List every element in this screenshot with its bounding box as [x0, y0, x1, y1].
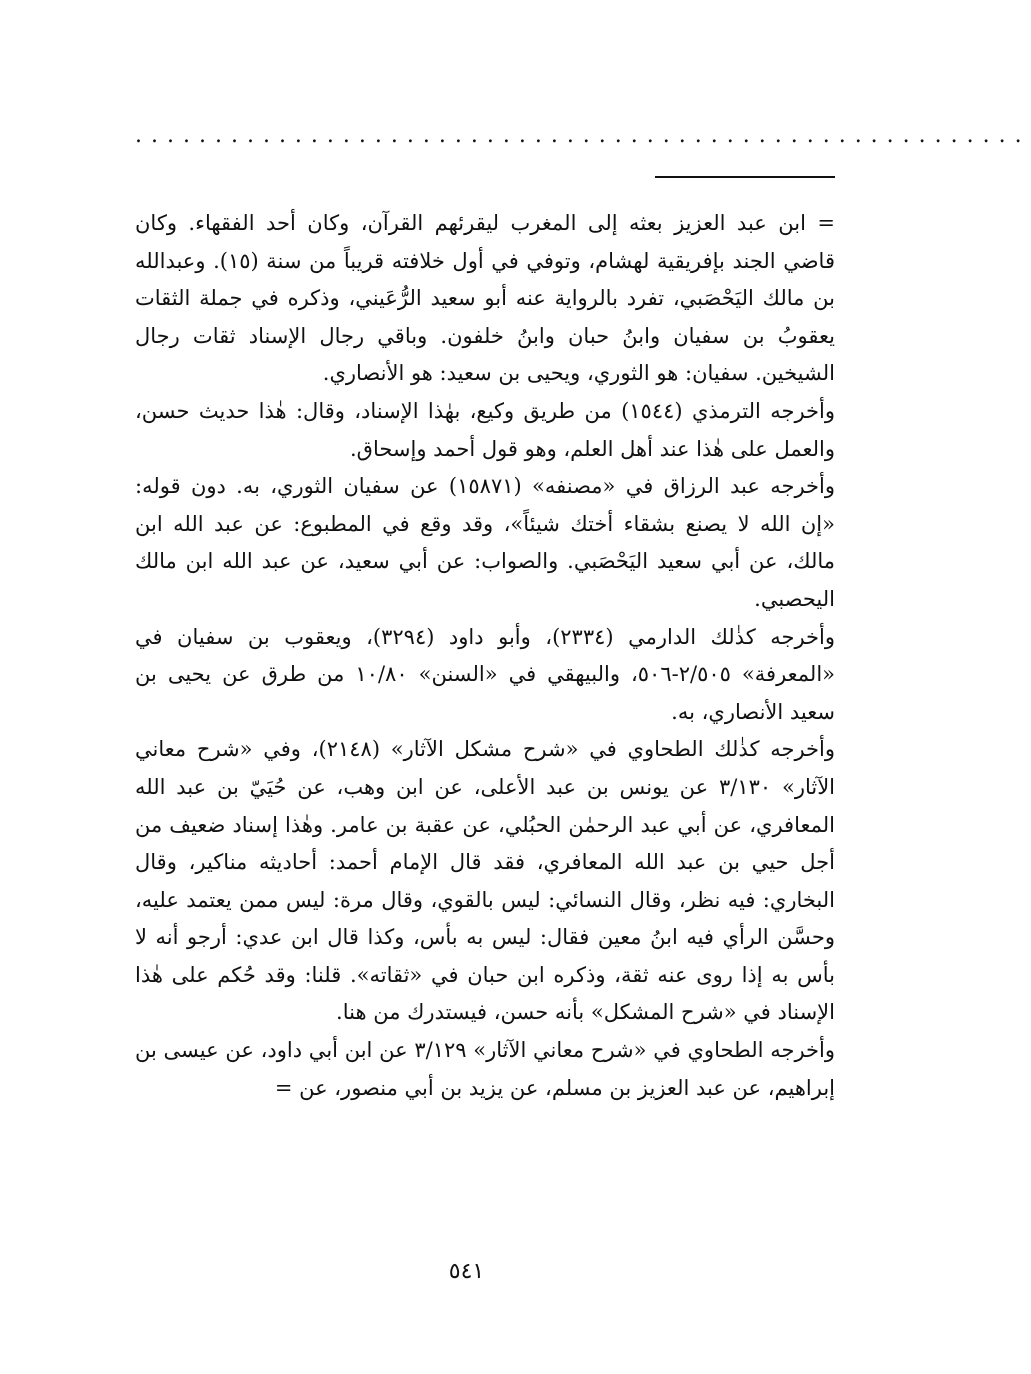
footnote-body — [135, 205, 835, 1107]
footnote-rule — [655, 176, 835, 178]
paragraph: وأخرجه الترمذي (١٥٤٤) من طريق وكيع، بهٰذا الإسناد، وقال: هٰذا حديث حسن، والعمل على هٰذا عند أهل العلم، وهو قول أحمد وإسحاق. — [135, 398, 835, 461]
paragraph: = ابن عبد العزيز بعثه إلى المغرب ليقرئهم القرآن، وكان أحد الفقهاء. وكان قاضي الجند بإفريقية لهشام، وتوفي في أول خلافته قريباً من سنة (١٥). وعبدالله بن مالك اليَحْصَبي، تفرد بالرواية عنه أبو سعيد الرُّعَيني، وذكره في جملة الثقات يعقوبُ بن سفيان وابنُ حبان وابنُ خلفون. وباقي رجال الإسناد ثقات رجال الشيخين. سفيان: هو الثوري، ويحيى بن سعيد: هو الأنصاري. — [135, 211, 835, 386]
paragraph: وأخرجه كذٰلك الدارمي (٢٣٣٤)، وأبو داود (٣٢٩٤)، ويعقوب بن سفيان في «المعرفة» ٢/٥٠٥-٥٠٦، والبيهقي في «السنن» ١٠/٨٠ من طرق عن يحيى بن سعيد الأنصاري، به. — [135, 624, 836, 724]
separator-dots: ........................................................ — [135, 123, 1031, 148]
paragraph: وأخرجه كذٰلك الطحاوي في «شرح مشكل الآثار» (٢١٤٨)، وفي «شرح معاني الآثار» ٣/١٣٠ عن يونس بن عبد الأعلى، عن ابن وهب، عن حُيَيّ بن عبد الله المعافري، عن أبي عبد الرحمٰن الحبُلي، عن عقبة بن عامر. وهٰذا إسناد ضعيف من أجل حيي بن عبد الله المعافري، فقد قال الإمام أحمد: أحاديثه مناكير، وقال البخاري: فيه نظر، وقال النسائي: ليس بالقوي، وقال مرة: ليس ممن يعتمد عليه، وحسَّن الرأي فيه ابنُ معين فقال: ليس به بأس، وكذا قال ابن عدي: أرجو أنه لا بأس به إذا روى عنه ثقة، وذكره ابن حبان في «ثقاته». قلنا: وقد حُكم على هٰذا الإسناد في «شرح المشكل» بأنه حسن، فيستدرك من هنا. — [135, 737, 836, 1025]
paragraph: وأخرجه عبد الرزاق في «مصنفه» (١٥٨٧١) عن سفيان الثوري، به. دون قوله: «إن الله لا يصنع بشقاء أختك شيئاً»، وقد وقع في المطبوع: عن عبد الله ابن مالك، عن أبي سعيد اليَحْصَبي. والصواب: عن أبي سعيد، عن عبد الله ابن مالك اليحصبي. — [135, 474, 835, 611]
page-number: ٥٤١ — [448, 1259, 485, 1284]
paragraph: وأخرجه الطحاوي في «شرح معاني الآثار» ٣/١٢٩ عن ابن أبي داود، عن عيسى بن إبراهيم، عن عبد العزيز بن مسلم، عن يزيد بن أبي منصور، عن = — [135, 1038, 835, 1100]
